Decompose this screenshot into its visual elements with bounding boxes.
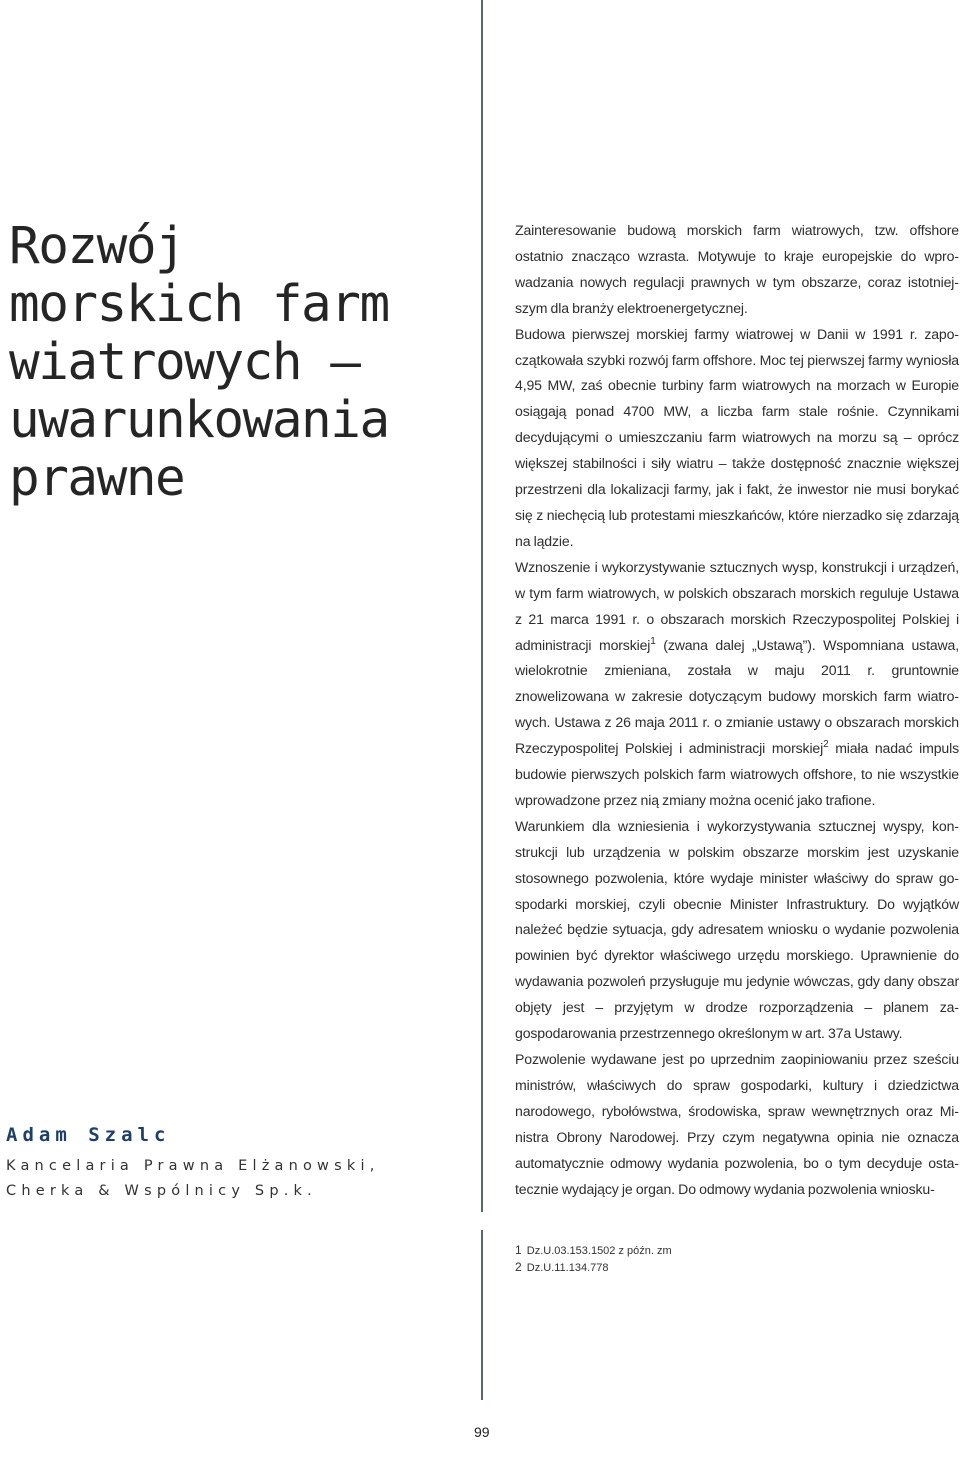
footnote-number: 1 <box>515 1243 522 1257</box>
page-number: 99 <box>474 1424 490 1440</box>
body-text: (zwana dalej „Ustawą”). Wspomniana ustawa, wielokrotnie zmieniana, została w maju 2011 r. gruntownie znowelizowana w zakresie dotyczącym budowy morskich farm wiatrowych. Ustawa z 26 maja 2011 r. o zmianie ustawy o obszarach morskich Rzeczypospolitej Polskiej i administracji morskiej <box>515 636 960 757</box>
body-paragraph <box>515 555 959 814</box>
footnote-ref[interactable]: 2 <box>823 739 829 751</box>
body-paragraph: Warunkiem dla wzniesienia i wykorzystywania sztucznej wyspy, konstrukcji lub urządzenia w polskim obszarze morskim jest uzyskanie stosownego pozwolenia, które wydaje minister właściwy do spraw gospodarki morskiej, czyli obecnie Minister Infrastruktury. Do wyjątków należeć będzie sytuacja, gdy adresatem wniosku o wydanie pozwolenia powinien być dyrektor właściwego urzędu morskiego. Uprawnienie do wydawania pozwoleń przysługuje mu jedynie wówczas, gdy dany obszar objęty jest – przyjętym w drodze rozporządzenia – planem zagospodarowania przestrzennego określonym w art. 37a Ustawy. <box>515 817 959 1042</box>
body-paragraph: Budowa pierwszej morskiej farmy wiatrowej w Danii w 1991 r. zapoczątkowała szybki rozwój farm offshore. Moc tej pierwszej farmy wyniosła 4,95 MW, zaś obecnie turbiny farm wiatrowych na morzach w Europie osiągają ponad 4700 MW, a liczba farm stale rośnie. Czynnikami decydującymi o umieszczaniu farm wiatrowych na morzu są – oprócz większej stabilności i siły wiatru – także dostępność znacznie większej przestrzeni dla lokalizacji farmy, jak i fakt, że inwestor nie musi borykać się z niechęcią lub protestami mieszkańców, które nierzadko się zdarzają na lądzie. <box>515 325 959 549</box>
footnote-ref[interactable]: 1 <box>650 635 656 647</box>
article-body <box>515 218 959 1202</box>
article-title <box>9 218 469 508</box>
affiliation-line: Cherka & Wspólnicy Sp.k. <box>6 1183 317 1199</box>
footnotes <box>515 1242 672 1276</box>
title-line: prawne <box>9 449 185 508</box>
title-line: uwarunkowania <box>9 391 389 450</box>
column-divider-top <box>481 0 483 1212</box>
footnote-text: Dz.U.11.134.778 <box>526 1262 609 1274</box>
author-name: Adam Szalc <box>6 1124 171 1146</box>
footnote <box>515 1259 672 1276</box>
body-text: Wznoszenie i wykorzystywanie sztucznych wysp, konstrukcji i urządzeń, w tym farm wiatrowych, w polskich obszarach morskich reguluje Ustawa z 21 marca 1991 r. o obszarach morskich Rzeczypospolitej Polskiej i administracji morskiej <box>515 558 959 653</box>
footnote <box>515 1242 672 1259</box>
body-paragraph: Zainteresowanie budową morskich farm wiatrowych, tzw. offshore ostatnio znacząco wzrasta. Motywuje to kraje europejskie do wprowadzania nowych regulacji prawnych w tym obszarze, coraz istotniejszym dla branży elektroenergetycznej. <box>515 222 959 316</box>
affiliation-line: Kancelaria Prawna Elżanowski, <box>6 1158 380 1174</box>
author-affiliation <box>6 1154 476 1204</box>
body-text: miała nadać impuls budowie pierwszych polskich farm wiatrowych offshore, to nie wszystkie wprowadzone przez nią zmiany można ocenić jako trafione. <box>515 740 959 808</box>
column-divider-bottom <box>481 1230 483 1400</box>
body-paragraph: Pozwolenie wydawane jest po uprzednim zaopiniowaniu przez sześciu ministrów, właściwych do spraw gospodarki, kultury i dziedzictwa narodowego, rybołówstwa, środowiska, spraw wewnętrznych oraz Ministra Obrony Narodowej. Przy czym negatywna opinia nie oznacza automatycznie odmowy wydania pozwolenia, bo o tym decyduje ostatecznie wydający je organ. Do odmowy wydania pozwolenia wniosku- <box>515 1051 959 1197</box>
title-line: wiatrowych – <box>9 333 360 392</box>
title-line: Rozwój <box>9 217 185 276</box>
title-line: morskich farm <box>9 275 389 334</box>
footnote-text: Dz.U.03.153.1502 z późn. zm <box>526 1245 672 1257</box>
footnote-number: 2 <box>515 1260 522 1274</box>
